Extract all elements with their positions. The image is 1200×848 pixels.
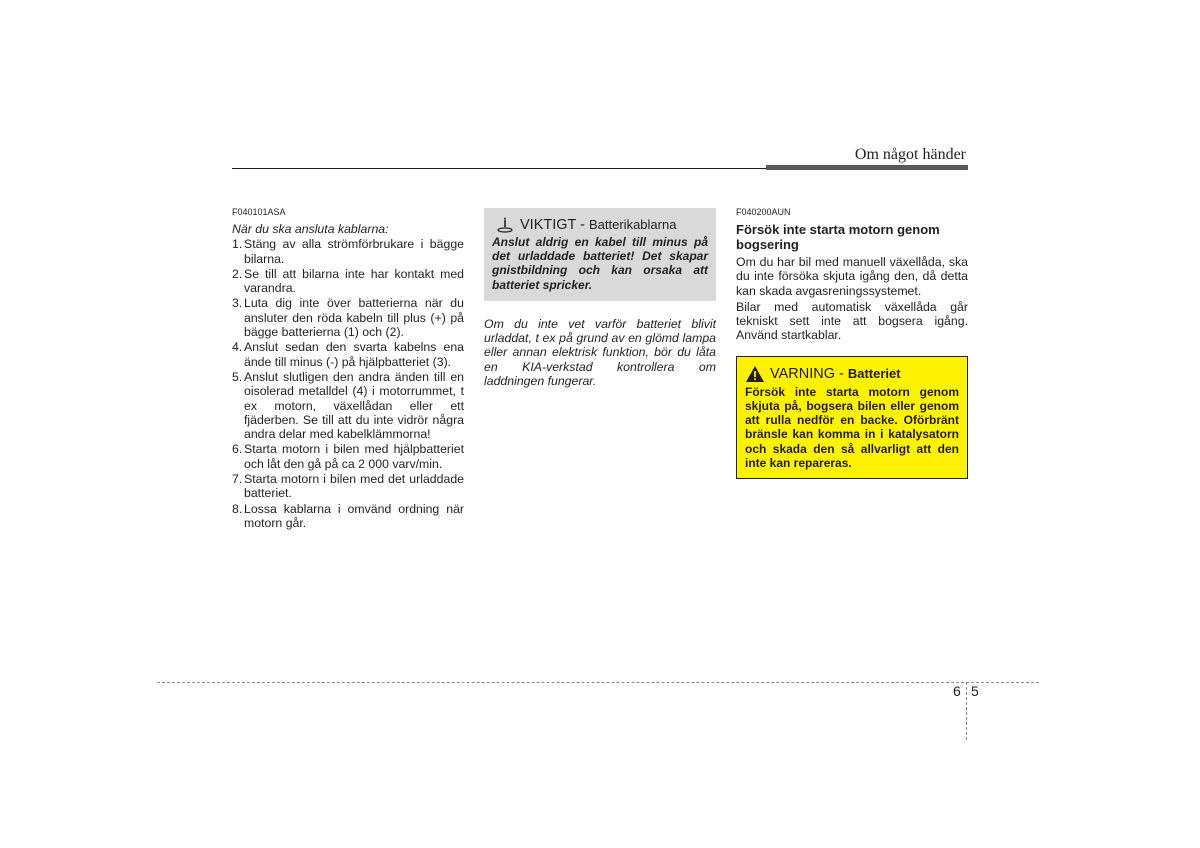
section-title: Försök inte starta motorn genom bogsering — [736, 222, 940, 252]
list-item: 4. Anslut sedan den svarta kabelns ena ände till minus (-) på hjälpbatteriet (3). — [232, 340, 464, 369]
steps-subheading: När du ska ansluta kablarna: — [232, 222, 389, 236]
footer-rule — [157, 682, 1039, 683]
warning-title-main: VARNING - — [770, 365, 844, 382]
footer-divider — [966, 682, 967, 740]
note-paragraph: Om du inte vet varför batteriet blivit urladdat, t ex på grund av en glömd lampa eller annan elektrisk funktion, bör du låta en KIA-verkstad kontrollera om laddningen fungerar. — [484, 316, 716, 388]
warning-title-sub: Batteriet — [847, 365, 901, 381]
section-code: F040200AUN — [736, 207, 791, 217]
steps-list — [232, 237, 464, 530]
important-title — [492, 217, 708, 233]
important-title-sub: Batterikablarna — [589, 217, 677, 232]
important-title-main: VIKTIGT - — [520, 217, 585, 233]
list-item: 8. Lossa kablarna i omvänd ordning när motorn går. — [232, 501, 464, 530]
warning-body: Försök inte starta motorn genom skjuta på, bogsera bilen eller genom att rulla nedför en backe. Oförbränt bränsle kan komma in i katalysatorn och skada den så allvarligt att den inte kan repareras. — [745, 384, 959, 470]
list-item: 5. Anslut slutligen den andra änden till en oisolerad metalldel (4) i motorrummet, t ex motorn, växellådan eller ett fjäderben. Se till att du inte vidrör några andra delar med kabelklämmorna! — [232, 369, 464, 442]
list-item: 1. Stäng av alla strömförbrukare i bägge bilarna. — [232, 237, 464, 266]
warning-title — [745, 365, 959, 383]
warning-triangle-icon — [745, 365, 765, 383]
list-item: 2. Se till att bilarna inte har kontakt med varandra. — [232, 266, 464, 296]
page-number: 5 — [971, 683, 979, 699]
list-item: 3. Luta dig inte över batterierna när du ansluter den röda kabeln till plus (+) på bägge batterierna (1) och (2). — [232, 296, 464, 340]
list-item: 6. Starta motorn i bilen med hjälpbatteriet och låt den gå på ca 2 000 varv/min. — [232, 442, 464, 471]
important-notice-box — [484, 208, 716, 301]
paragraph: Om du har bil med manuell växellåda, ska du inte försöka skjuta igång den, då detta kan skada avgasreningssystemet. — [736, 255, 968, 298]
column-jump-start-steps — [232, 206, 464, 531]
column-tow-start — [736, 206, 968, 479]
list-item: 7. Starta motorn i bilen med det urladdade batteriet. — [232, 472, 464, 501]
important-body: Anslut aldrig en kabel till minus på det urladdade batteriet! Det skapar gnistbildning och kan orsaka att batteriet spricker. — [492, 235, 708, 292]
chapter-number: 6 — [953, 683, 961, 699]
info-icon — [496, 217, 514, 233]
warning-box — [736, 356, 968, 479]
section-code: F040101ASA — [232, 207, 286, 217]
column-important-note — [484, 208, 716, 388]
paragraph: Bilar med automatisk växellåda går tekniskt sett inte att bogsera igång. Använd startkablar. — [736, 299, 968, 343]
page-header-title: Om något händer — [854, 146, 966, 163]
header-bar — [766, 165, 968, 170]
